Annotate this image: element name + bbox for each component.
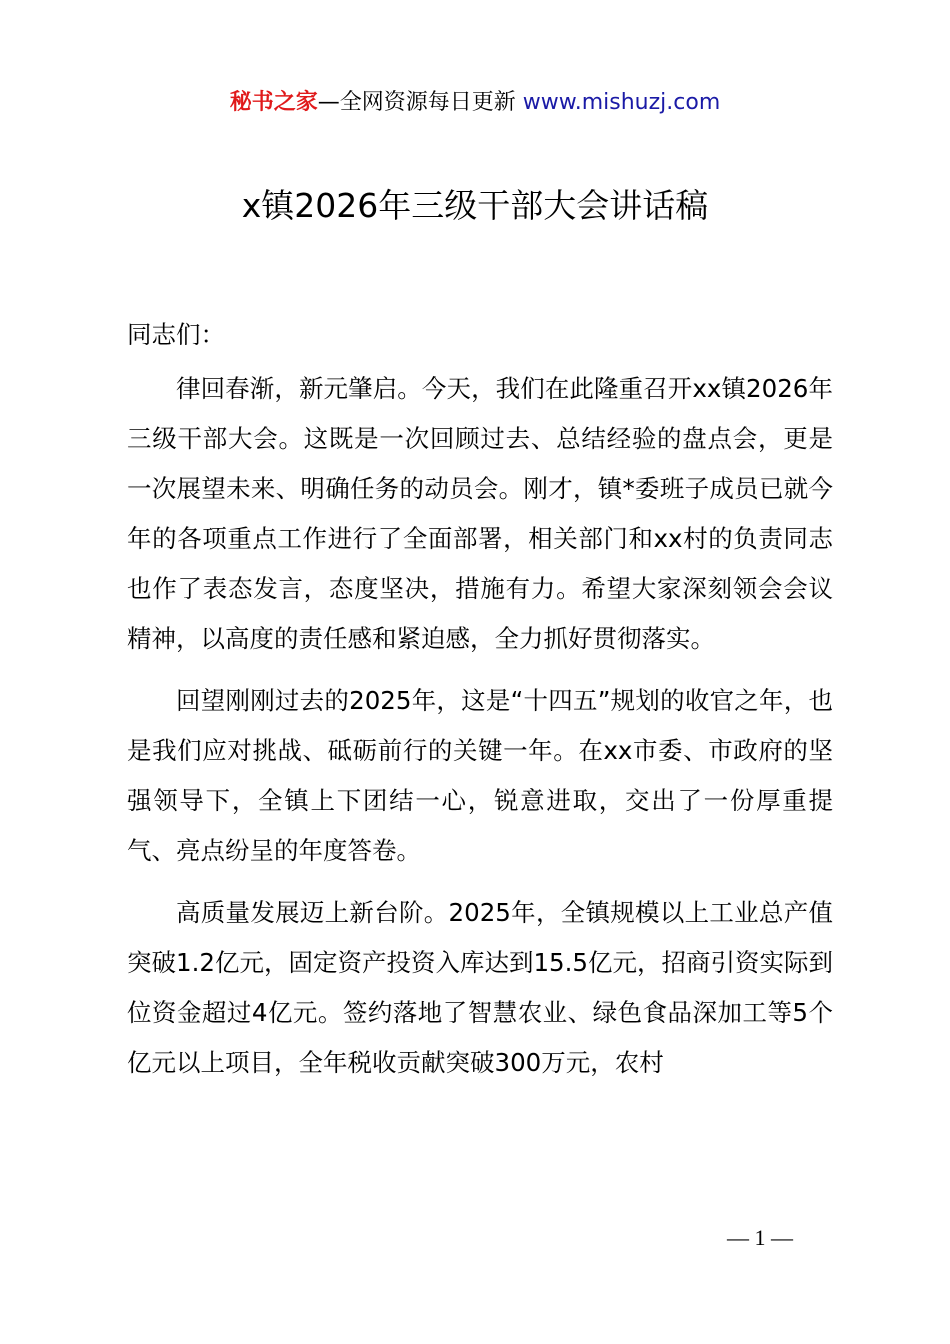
site-tagline: —全网资源每日更新 [317, 90, 523, 115]
paragraph-opening: 律回春渐，新元肇启。今天，我们在此隆重召开xx镇2026年三级干部大会。这既是一次回顾过去、总结经验的盘点会，更是一次展望未来、明确任务的动员会。刚才，镇*委班子成员已就今年的各项重点工作进行了全面部署，相关部门和xx村的负责同志也作了表态发言，态度坚决，措施有力。希望大家深刻领会会议精神，以高度的责任感和紧迫感，全力抓好贯彻落实。 [127, 374, 833, 653]
document-title: x镇2026年三级干部大会讲话稿 [241, 186, 709, 225]
site-url-link[interactable]: www.mishuzj.com [522, 90, 721, 115]
paragraph-review: 回望刚刚过去的2025年，这是“十四五”规划的收官之年，也是我们应对挑战、砥砺前行的关键一年。在xx市委、市政府的坚强领导下，全镇上下团结一心，锐意进取，交出了一份厚重提气、亮点纷呈的年度答卷。 [127, 686, 833, 865]
site-banner [0, 86, 950, 120]
document-body [127, 310, 833, 1100]
page-number: — 1 — [727, 1225, 793, 1250]
brand-name: 秘书之家 [229, 90, 318, 115]
salutation: 同志们： [127, 320, 225, 349]
paragraph-development: 高质量发展迈上新台阶。2025年，全镇规模以上工业总产值突破1.2亿元，固定资产投资入库达到15.5亿元，招商引资实际到位资金超过4亿元。签约落地了智慧农业、绿色食品深加工等5个亿元以上项目，全年税收贡献突破300万元，农村 [127, 898, 834, 1077]
